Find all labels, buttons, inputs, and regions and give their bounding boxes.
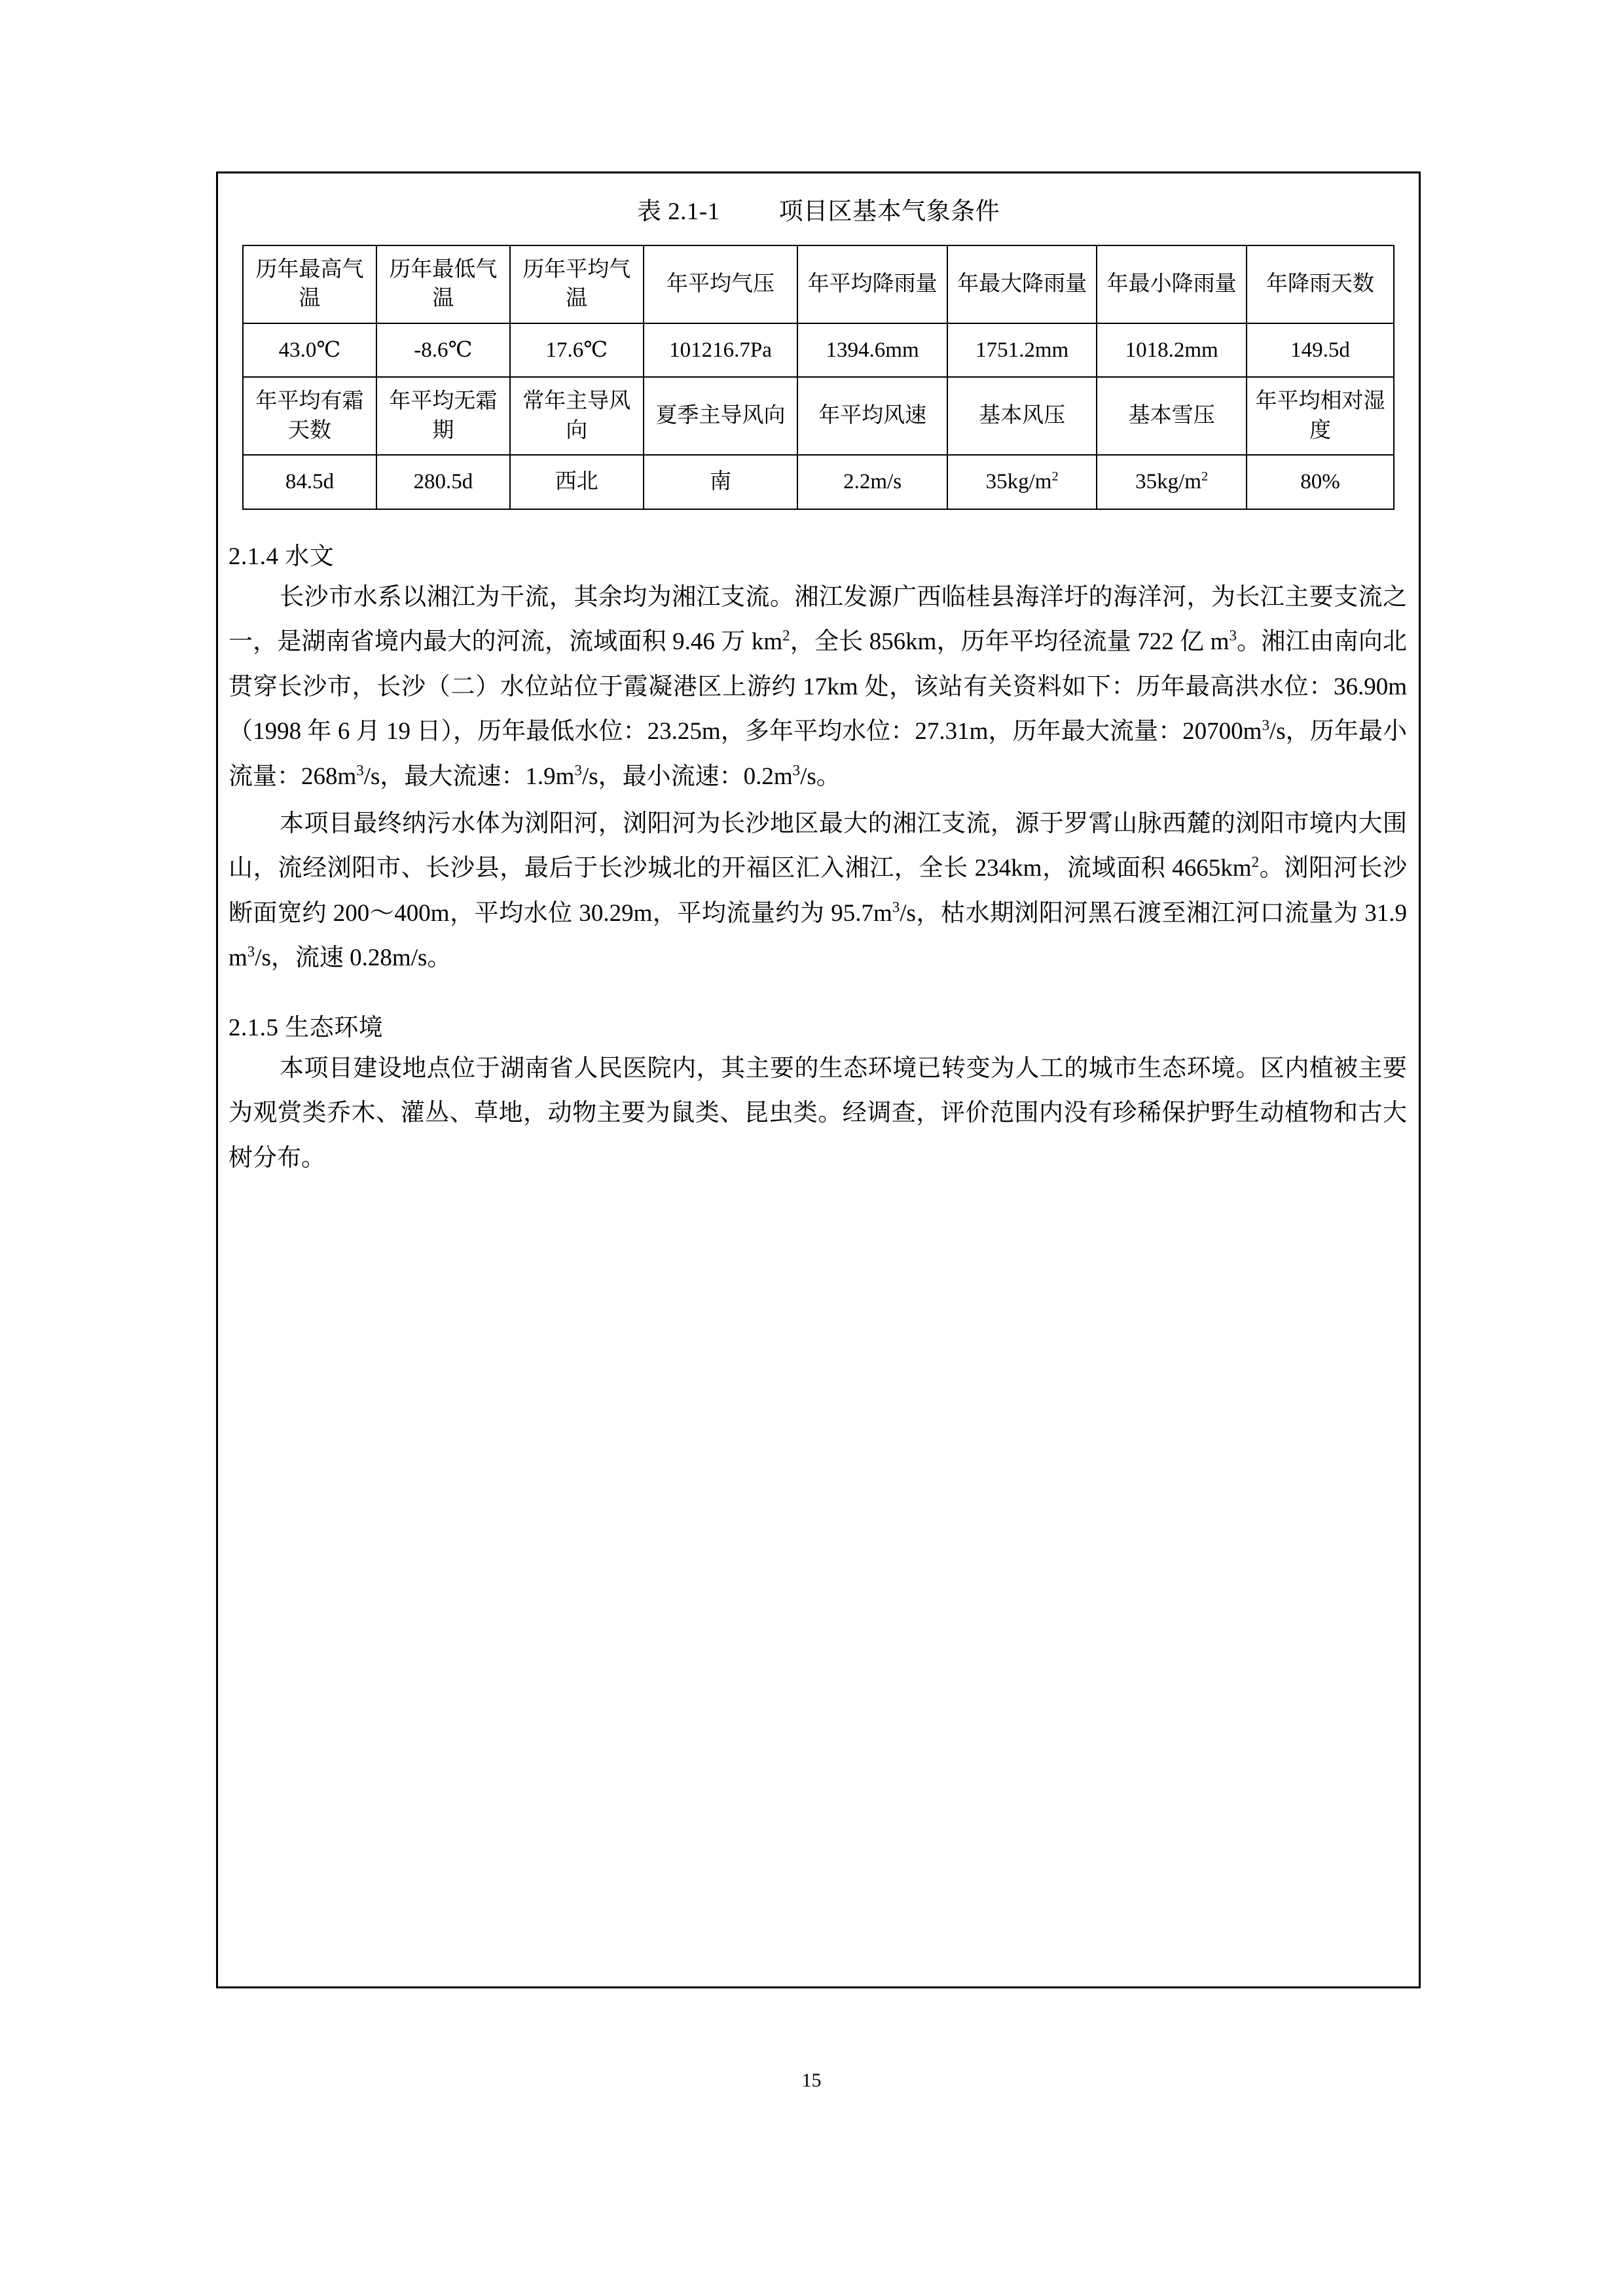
table-cell: $35kg/m^2$ [947,455,1097,509]
table-header-cell: 基本雪压 [1097,377,1247,455]
table-header-cell: 年平均风速 [797,377,947,455]
table-caption [226,194,1411,230]
table-cell: 2.2m/s [797,455,947,509]
table-caption-title: 项目区基本气象条件 [778,198,1000,225]
table-cell: 1394.6mm [797,323,947,378]
page-content [226,182,1411,1183]
table-row [243,377,1394,455]
table-cell: 南 [644,455,798,509]
paragraph-hydrology-2: 本项目最终纳污水体为浏阳河，浏阳河为长沙地区最大的湘江支流，源于罗霄山脉西麓的浏阳市境内大围山，流经浏阳市、长沙县，最后于长沙城北的开福区汇入湘江，全长 234km，流域面积 $4665km^2$。浏阳河长沙断面宽约 200～400m，平均水位 30.29m，平均流量约为 $95.7m^3/s$，枯水期浏阳河黑石渡至湘江河口流量为 31.9 $m^3/s$，流速 0.28m/s。 [228,810,1407,972]
table-cell: 1751.2mm [947,323,1097,378]
table-header-cell: 夏季主导风向 [644,377,798,455]
table-header-cell: 年最大降雨量 [947,245,1097,323]
table-cell: 84.5d [243,455,376,509]
table-cell: 17.6℃ [510,323,644,378]
table-header-cell: 年平均有霜天数 [243,377,376,455]
table-cell: 80% [1247,455,1394,509]
paragraph-ecology-1: 本项目建设地点位于湖南省人民医院内，其主要的生态环境已转变为人工的城市生态环境。区内植被主要为观赏类乔木、灌丛、草地，动物主要为鼠类、昆虫类。经调查，评价范围内没有珍稀保护野生动植物和古大树分布。 [228,1054,1407,1172]
table-header-cell: 年平均降雨量 [797,245,947,323]
table-cell: 西北 [510,455,644,509]
table-cell: 101216.7Pa [644,323,798,378]
table-cell: 149.5d [1247,323,1394,378]
weather-conditions-table [242,245,1395,510]
table-header-cell: 年平均气压 [644,245,798,323]
section-heading-ecology: 2.1.5 生态环境 [228,1014,384,1041]
section-heading-hydrology: 2.1.4 水文 [228,543,335,570]
table-header-cell: 常年主导风向 [510,377,644,455]
table-header-cell: 历年最高气温 [243,245,376,323]
table-row [243,323,1394,378]
table-cell: $35kg/m^2$ [1097,455,1247,509]
table-header-cell: 历年最低气温 [376,245,510,323]
table-cell: -8.6℃ [376,323,510,378]
table-header-cell: 年平均相对湿度 [1247,377,1394,455]
table-cell: 1018.2mm [1097,323,1247,378]
table-cell: 280.5d [376,455,510,509]
page-number: 15 [801,2070,822,2091]
table-header-cell: 年降雨天数 [1247,245,1394,323]
table-cell: 43.0℃ [243,323,376,378]
paragraph-hydrology-1: 长沙市水系以湘江为干流，其余均为湘江支流。湘江发源广西临桂县海洋圩的海洋河，为长江主要支流之一，是湖南省境内最大的河流，流域面积 9.46 万 $km^2$，全长 856km，历年平均径流量 722 亿 $m^3$。湘江由南向北贯穿长沙市，长沙（二）水位站位于霞凝港区上游约 17km 处，该站有关资料如下：历年最高洪水位：36.90m（1998 年 6 月 19 日），历年最低水位：23.25m，多年平均水位：27.31m，历年最大流量：$20700m^3/s$，历年最小流量：$268m^3/s$，最大流速：$1.9m^3/s$，最小流速：$0.2m^3/s$。 [228,583,1408,790]
table-header-cell: 年平均无霜期 [376,377,510,455]
table-caption-number: 表 2.1-1 [636,198,720,225]
table-header-cell: 历年平均气温 [510,245,644,323]
table-header-cell: 基本风压 [947,377,1097,455]
table-header-cell: 年最小降雨量 [1097,245,1247,323]
table-row [243,245,1394,323]
table-row [243,455,1394,509]
